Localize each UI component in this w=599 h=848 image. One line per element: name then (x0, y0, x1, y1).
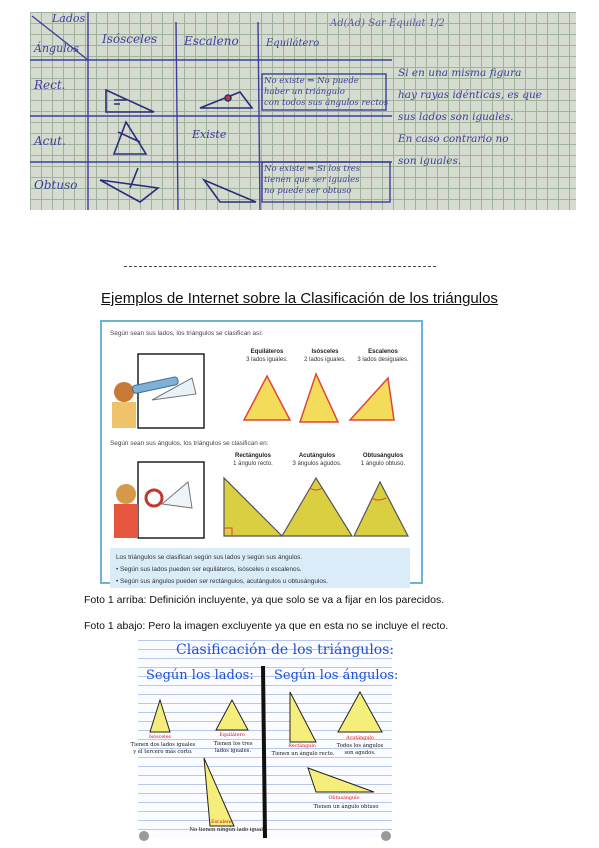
slide-triangle-rectangulo (290, 692, 316, 742)
slide-triangle-isosceles (150, 700, 170, 732)
by-sides-intro: Según sean sus lados, los triángulos se clasifican así: (110, 330, 263, 337)
triangle-isosceles (300, 374, 338, 422)
slide-corner-dot-right (381, 831, 391, 841)
slide-desc-escaleno: No tienen ningún lado igual. (189, 827, 265, 833)
summary-line-2: • Según sus lados pueden ser equiláteros, isósceles o escalenos. (116, 566, 302, 573)
caption-foto-abajo: Foto 1 abajo: Pero la imagen excluyente ya que en esta no se incluye el recto. (84, 620, 449, 632)
summary-line-1: Los triángulos se clasifican según sus lados y según sus ángulos. (116, 554, 303, 561)
label-rectangulos: Rectángulos 1 ángulo recto. (233, 453, 273, 467)
slide-label-rectangulo: Rectángulo (288, 744, 316, 749)
note-rect-equilatero: No existe ⇒ No puede haber un triángulo con todos sus ángulos rectos (264, 76, 389, 108)
slide-label-equilatero: Equilátero (219, 733, 245, 738)
triangle-obtusangulo (354, 482, 408, 536)
slide-label-escaleno: Escaleno (211, 820, 233, 825)
slide-desc-isosceles: Tienen dos lados iguales y el tercero más corto. (130, 742, 196, 755)
slide-corner-dot-left (139, 831, 149, 841)
triangle-rectangulo (224, 478, 282, 536)
slide-triangle-equilatero (216, 700, 248, 730)
slide-triangle-obtusangulo (308, 768, 374, 792)
slide-desc-equilatero: Tienen los tres lados iguales. (213, 741, 253, 754)
slide-right-heading: Según los ángulos: (274, 668, 399, 683)
summary-box (110, 548, 410, 588)
slide-label-isosceles: Isósceles (148, 735, 172, 740)
slide-label-obtusangulo: Obtusángulo (328, 796, 360, 801)
slide-label-acutangulo: Acutángulo (346, 736, 374, 741)
child-compass-illustration (108, 458, 206, 542)
by-angles-intro: Según sean sus ángulos, los triángulos se clasifican en: (110, 440, 269, 447)
row-acut: Acut. (34, 134, 66, 148)
header-angulos: Ángulos (34, 42, 79, 55)
label-obtusangulos: Obtusángulos 1 ángulo obtuso. (360, 453, 406, 467)
textbook-figure (100, 320, 423, 584)
slide-desc-acutangulo: Todos los ángulos son agudos. (336, 743, 384, 756)
triangle-escaleno (350, 378, 394, 420)
note-obtuso-equilatero: No existe ⇒ Si los tres tienen que ser iguales no puede ser obtuso (264, 164, 361, 196)
section-title: Ejemplos de Internet sobre la Clasificación de los triángulos (101, 290, 498, 307)
caption-foto-arriba: Foto 1 arriba: Definición incluyente, ya que solo se va a fijar en los parecidos. (84, 594, 445, 606)
label-isosceles: Isósceles 2 lados iguales. (304, 349, 346, 363)
label-equilateros: Equiláteros 3 lados iguales. (246, 349, 288, 363)
triangle-acutangulo (282, 478, 352, 536)
summary-line-3: • Según sus ángulos pueden ser rectángulos, acutángulos u obtusángulos. (116, 578, 328, 585)
slide-desc-rectangulo: Tienen un ángulo recto. (271, 751, 335, 757)
row-obtuso: Obtuso (34, 178, 78, 192)
note-acut-escaleno: Existe (192, 128, 227, 141)
col-equilatero: Equilátero (266, 38, 320, 49)
label-acutangulos: Acutángulos 3 ángulos agudos. (292, 453, 342, 467)
separator-line (124, 266, 436, 267)
label-escalenos: Escalenos 3 lados desiguales. (357, 349, 409, 363)
triangle-equilatero (244, 376, 290, 420)
classification-slide (130, 640, 399, 838)
col-isosceles: Isósceles (102, 32, 158, 46)
notebook-photo (30, 12, 576, 210)
top-scribble: Ad(Ad) Sar Equilat 1/2 (330, 18, 445, 29)
slide-title: Clasificación de los triángulos: (176, 642, 395, 658)
slide-triangle-acutangulo (338, 692, 382, 732)
side-note: Si en una misma figura hay rayas idénticas, es que sus lados son iguales. En caso contrario no son iguales. (398, 67, 542, 167)
row-rect: Rect. (34, 78, 66, 92)
slide-triangle-escaleno (204, 758, 234, 826)
header-lados: Lados (52, 12, 86, 25)
slide-left-heading: Según los lados: (146, 668, 254, 683)
slide-desc-obtusangulo: Tienen un ángulo obtuso (313, 804, 379, 810)
col-escaleno: Escaleno (184, 34, 239, 48)
